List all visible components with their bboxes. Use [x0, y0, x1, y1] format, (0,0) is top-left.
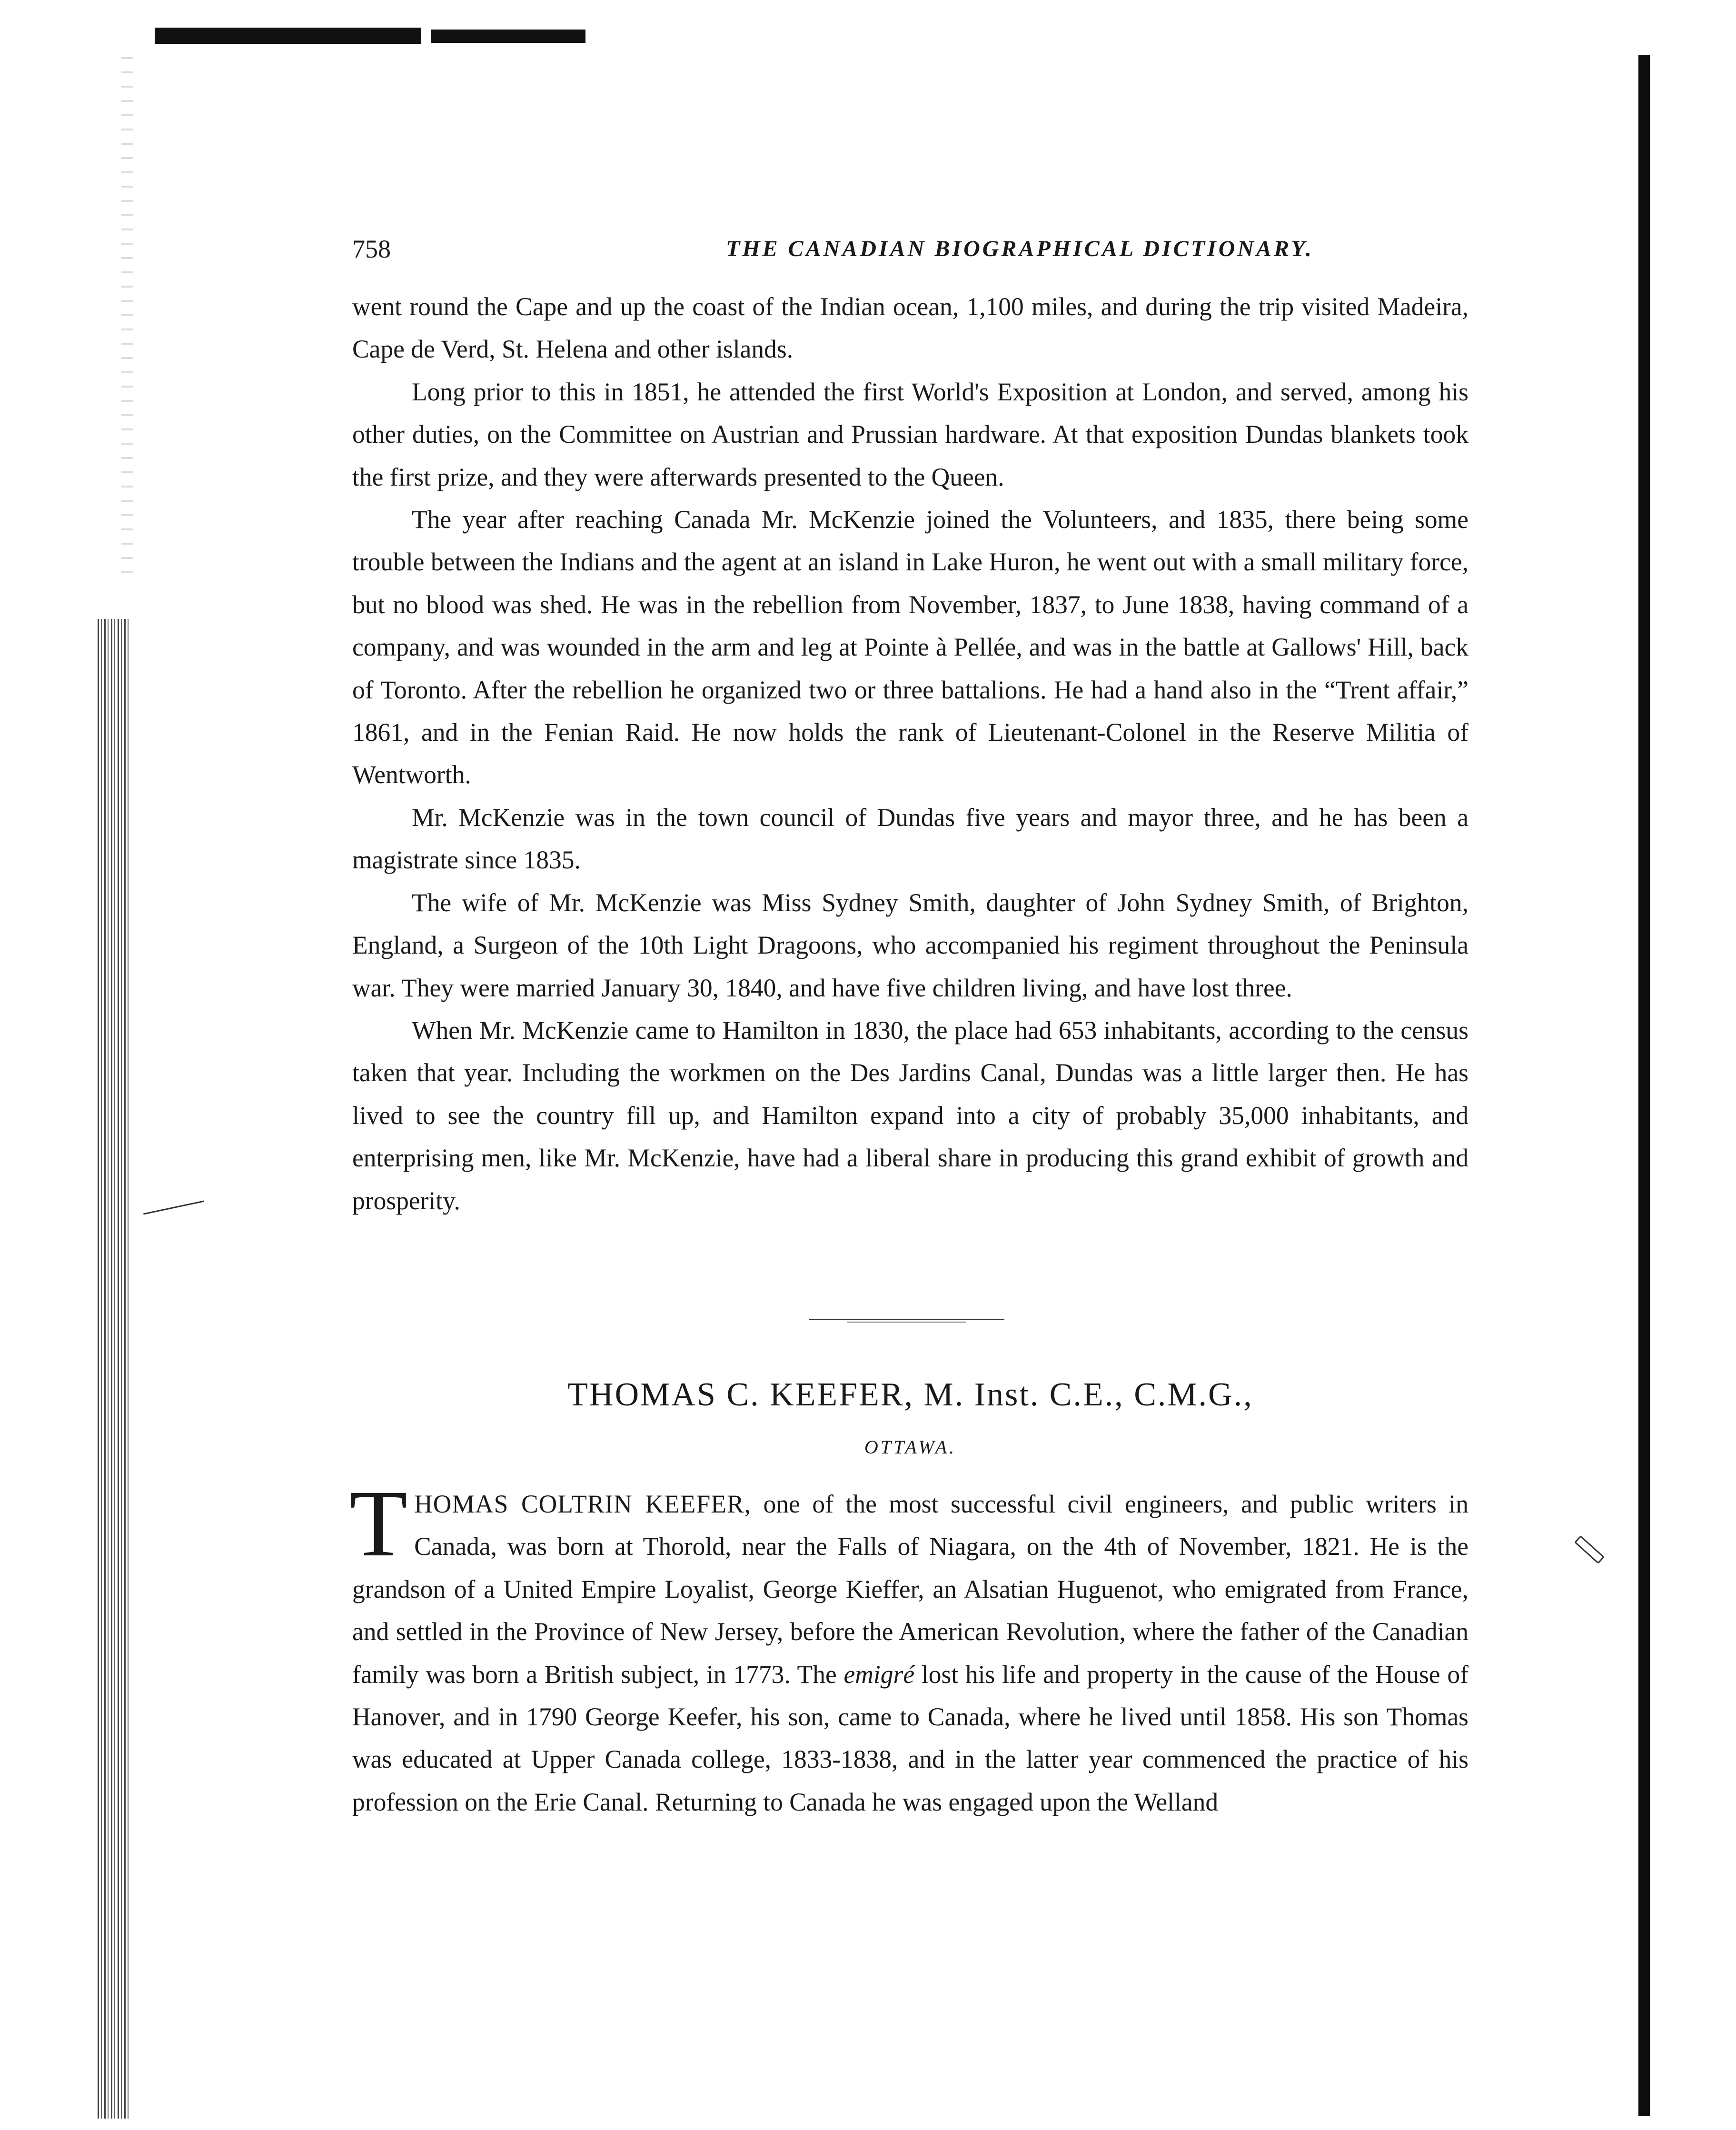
section-separator	[847, 1322, 966, 1323]
section-separator	[809, 1319, 1004, 1320]
running-head	[352, 232, 1468, 266]
paragraph	[349, 1471, 1468, 1823]
scan-artifact-top-bar	[431, 30, 585, 43]
paragraph: The year after reaching Canada Mr. McKenzie joined the Volunteers, and 1835, there being some trouble between the Indians and the agent at an island in Lake Huron, he went out with a small military force, but no blood was shed. He was in the rebellion from November, 1837, to June 1838, having command of a company, and was wounded in the arm and leg at Pointe à Pellée, and was in the battle at Gallows' Hill, back of Toronto. After the rebellion he organized two or three battalions. He had a hand also in the “Trent affair,” 1861, and in the Fenian Raid. He now holds the rank of Lieutenant-Colonel in the Reserve Militia of Wentworth.	[352, 505, 1468, 789]
article-heading: THOMAS C. KEEFER, M. Inst. C.E., C.M.G.,	[567, 1376, 1253, 1413]
paragraph: Long prior to this in 1851, he attended the first World's Exposition at London, and served, among his other duties, on the Committee on Austrian and Prussian hardware. At that exposition Dundas blankets took the first prize, and they were afterwards presented to the Queen.	[352, 377, 1468, 491]
page-number: 758	[352, 235, 391, 263]
paragraph-text: one of the most successful civil engineers, and public writers in Canada, was born at Thorold, near the Falls of Niagara, on the 4th of November, 1821. He is the grandson of a United Empire Loyalist, George Kieffer, an Alsatian Huguenot, who emigrated from France, and settled in the Province of New Jersey, before the American Revolution, where the father of the Canadian family was born a British subject, in 1773. The	[352, 1490, 1468, 1689]
scan-artifact-stray-line	[143, 1201, 204, 1215]
paragraph-text: lost his life and property in the cause of the House of Hanover, and in 1790 George Keefer, his son, came to Canada, where he lived until 1858. His son Thomas was educated at Upper Canada college, 1833-1838, and in the latter year commenced the practice of his profession on the Erie Canal. Returning to Canada he was engaged upon the Welland	[352, 1660, 1468, 1816]
page-header-title: THE CANADIAN BIOGRAPHICAL DICTIONARY.	[726, 236, 1314, 261]
paragraph: Mr. McKenzie was in the town council of Dundas five years and mayor three, and he has been a magistrate since 1835.	[352, 803, 1468, 875]
pencil-mark-icon	[1574, 1535, 1605, 1564]
article-location: OTTAWA.	[864, 1436, 957, 1458]
paragraph: went round the Cape and up the coast of the Indian ocean, 1,100 miles, and during the trip visited Madeira, Cape de Verd, St. Helena and other islands.	[352, 292, 1468, 364]
scan-artifact-left-edge	[98, 619, 131, 2119]
drop-cap: T	[349, 1471, 408, 1576]
paragraph: The wife of Mr. McKenzie was Miss Sydney Smith, daughter of John Sydney Smith, of Brighton, England, a Surgeon of the 10th Light Dragoons, who accompanied his regiment throughout the Peninsula war. They were married January 30, 1840, and have five children living, and have lost three.	[352, 888, 1468, 1002]
article-lead-name: HOMAS COLTRIN KEEFER,	[414, 1490, 751, 1518]
scan-artifact-right-edge	[1638, 55, 1650, 2116]
foreign-word: emigré	[843, 1660, 915, 1689]
paragraph: When Mr. McKenzie came to Hamilton in 1830, the place had 653 inhabitants, according to the census taken that year. Including the workmen on the Des Jardins Canal, Dundas was a little larger then. He has lived to see the country fill up, and Hamilton expand into a city of probably 35,000 inhabitants, and enterprising men, like Mr. McKenzie, have had a liberal share in producing this grand exhibit of growth and prosperity.	[352, 1015, 1468, 1215]
previous-article-text	[352, 286, 1468, 1222]
scan-artifact-top-bar	[155, 28, 421, 44]
article-text	[349, 1471, 1468, 1823]
scan-artifact-left-edge-faint	[121, 57, 133, 581]
